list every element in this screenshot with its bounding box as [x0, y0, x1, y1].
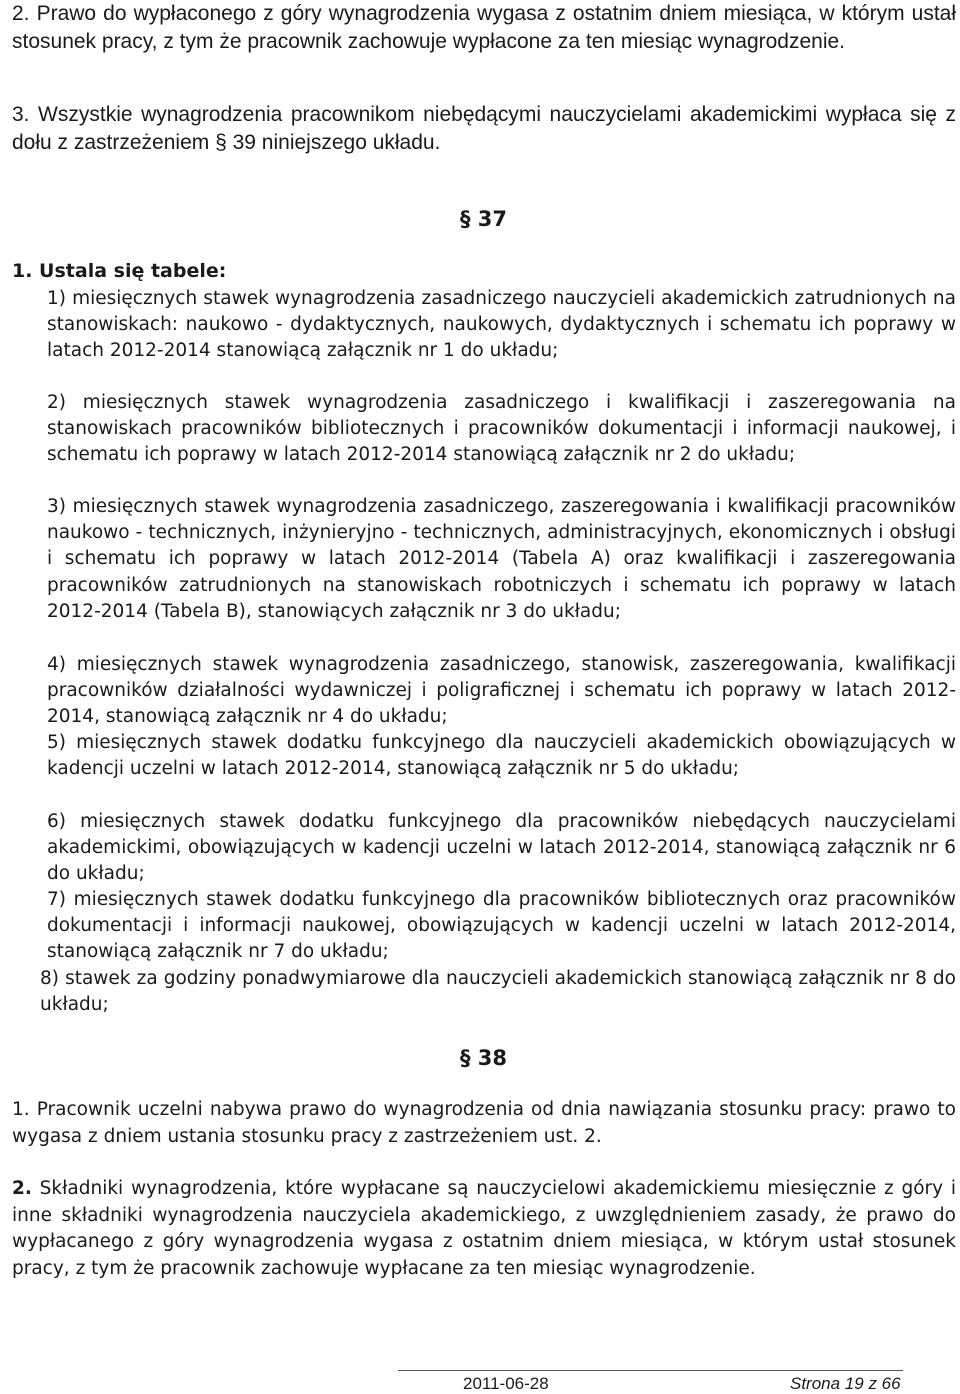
table-item-6: 6) miesięcznych stawek dodatku funkcyjnego dla pracowników niebędących nauczycielami akademickimi, obowiązujących w kadencji uczelni w latach 2012-2014, stanowiącą załącznik nr 6 do układu; — [47, 811, 956, 885]
footer-page-number: Strona 19 z 66 — [790, 1374, 901, 1393]
section-37-intro: 1. Ustala się tabele: — [12, 260, 227, 282]
section-37-heading: § 37 — [460, 207, 508, 231]
paragraph-38-1: 1. Pracownik uczelni nabywa prawo do wynagrodzenia od dnia nawiązania stosunku pracy: prawo to wygasa z dniem ustania stosunku pracy z zastrzeżeniem ust. 2. — [12, 1099, 956, 1147]
footer-divider — [398, 1370, 903, 1371]
table-item-8: 8) stawek za godziny ponadwymiarowe dla nauczycieli akademickich stanowiącą załącznik nr 8 do układu; — [40, 968, 956, 1016]
table-item-3: 3) miesięcznych stawek wynagrodzenia zasadniczego, zaszeregowania i kwalifikacji pracowników naukowo - technicznych, inżynieryjno - technicznych, administracyjnych, ekonomicznych i obsługi i schematu ich poprawy w latach 2012-2014 (Tabela A) oraz kwalifikacji i zaszeregowania pracowników zatrudnionych na stanowiskach robotniczych i schematu ich poprawy w latach 2012-2014 (Tabela B), stanowiących załącznik nr 3 do układu; — [47, 496, 956, 622]
paragraph-38-2 — [12, 1176, 956, 1282]
paragraph-36-3: 3. Wszystkie wynagrodzenia pracownikom niebędącymi nauczycielami akademickimi wypłaca się z dołu z zastrzeżeniem § 39 niniejszego układu. — [12, 103, 956, 154]
footer-date: 2011-06-28 — [463, 1374, 549, 1393]
table-item-2: 2) miesięcznych stawek wynagrodzenia zasadniczego i kwalifikacji i zaszeregowania na stanowiskach pracowników bibliotecznych i pracowników dokumentacji i informacji naukowej, i schematu ich poprawy w latach 2012-2014 stanowiącą załącznik nr 2 do układu; — [47, 392, 956, 466]
section-38-heading: § 38 — [460, 1046, 508, 1070]
table-item-5: 5) miesięcznych stawek dodatku funkcyjnego dla nauczycieli akademickich obowiązujących w kadencji uczelni w latach 2012-2014, stanowiącą załącznik nr 5 do układu; — [47, 732, 956, 780]
table-item-1: 1) miesięcznych stawek wynagrodzenia zasadniczego nauczycieli akademickich zatrudnionych na stanowiskach: naukowo - dydaktycznych, naukowych, dydaktycznych i schematu ich poprawy w latach 2012-2014 stanowiącą załącznik nr 1 do układu; — [47, 288, 956, 362]
paragraph-38-2-number: 2. — [12, 1178, 32, 1199]
paragraph-36-2: 2. Prawo do wypłaconego z góry wynagrodzenia wygasa z ostatnim dniem miesiąca, w którym ustał stosunek pracy, z tym że pracownik zachowuje wypłacone za ten miesiąc wynagrodzenie. — [12, 2, 956, 53]
paragraph-38-2-text: Składniki wynagrodzenia, które wypłacane są nauczycielowi akademickiemu miesięcznie z góry i inne składniki wynagrodzenia nauczyciela akademickiego, z uwzględnieniem zasady, że prawo do wypłacanego z góry wynagrodzenia wygasa z ostatnim dniem miesiąca, w którym ustał stosunek pracy, z tym że pracownik zachowuje wypłacane za ten miesiąc wynagrodzenie. — [12, 1178, 956, 1279]
table-item-7: 7) miesięcznych stawek dodatku funkcyjnego dla pracowników bibliotecznych oraz pracowników dokumentacji i informacji naukowej, obowiązujących w kadencji uczelni w latach 2012-2014, stanowiącą załącznik nr 7 do układu; — [47, 889, 956, 963]
table-item-4: 4) miesięcznych stawek wynagrodzenia zasadniczego, stanowisk, zaszeregowania, kwalifikacji pracowników działalności wydawniczej i poligraficznej i schematu ich poprawy w latach 2012-2014, stanowiącą załącznik nr 4 do układu; — [47, 654, 956, 728]
